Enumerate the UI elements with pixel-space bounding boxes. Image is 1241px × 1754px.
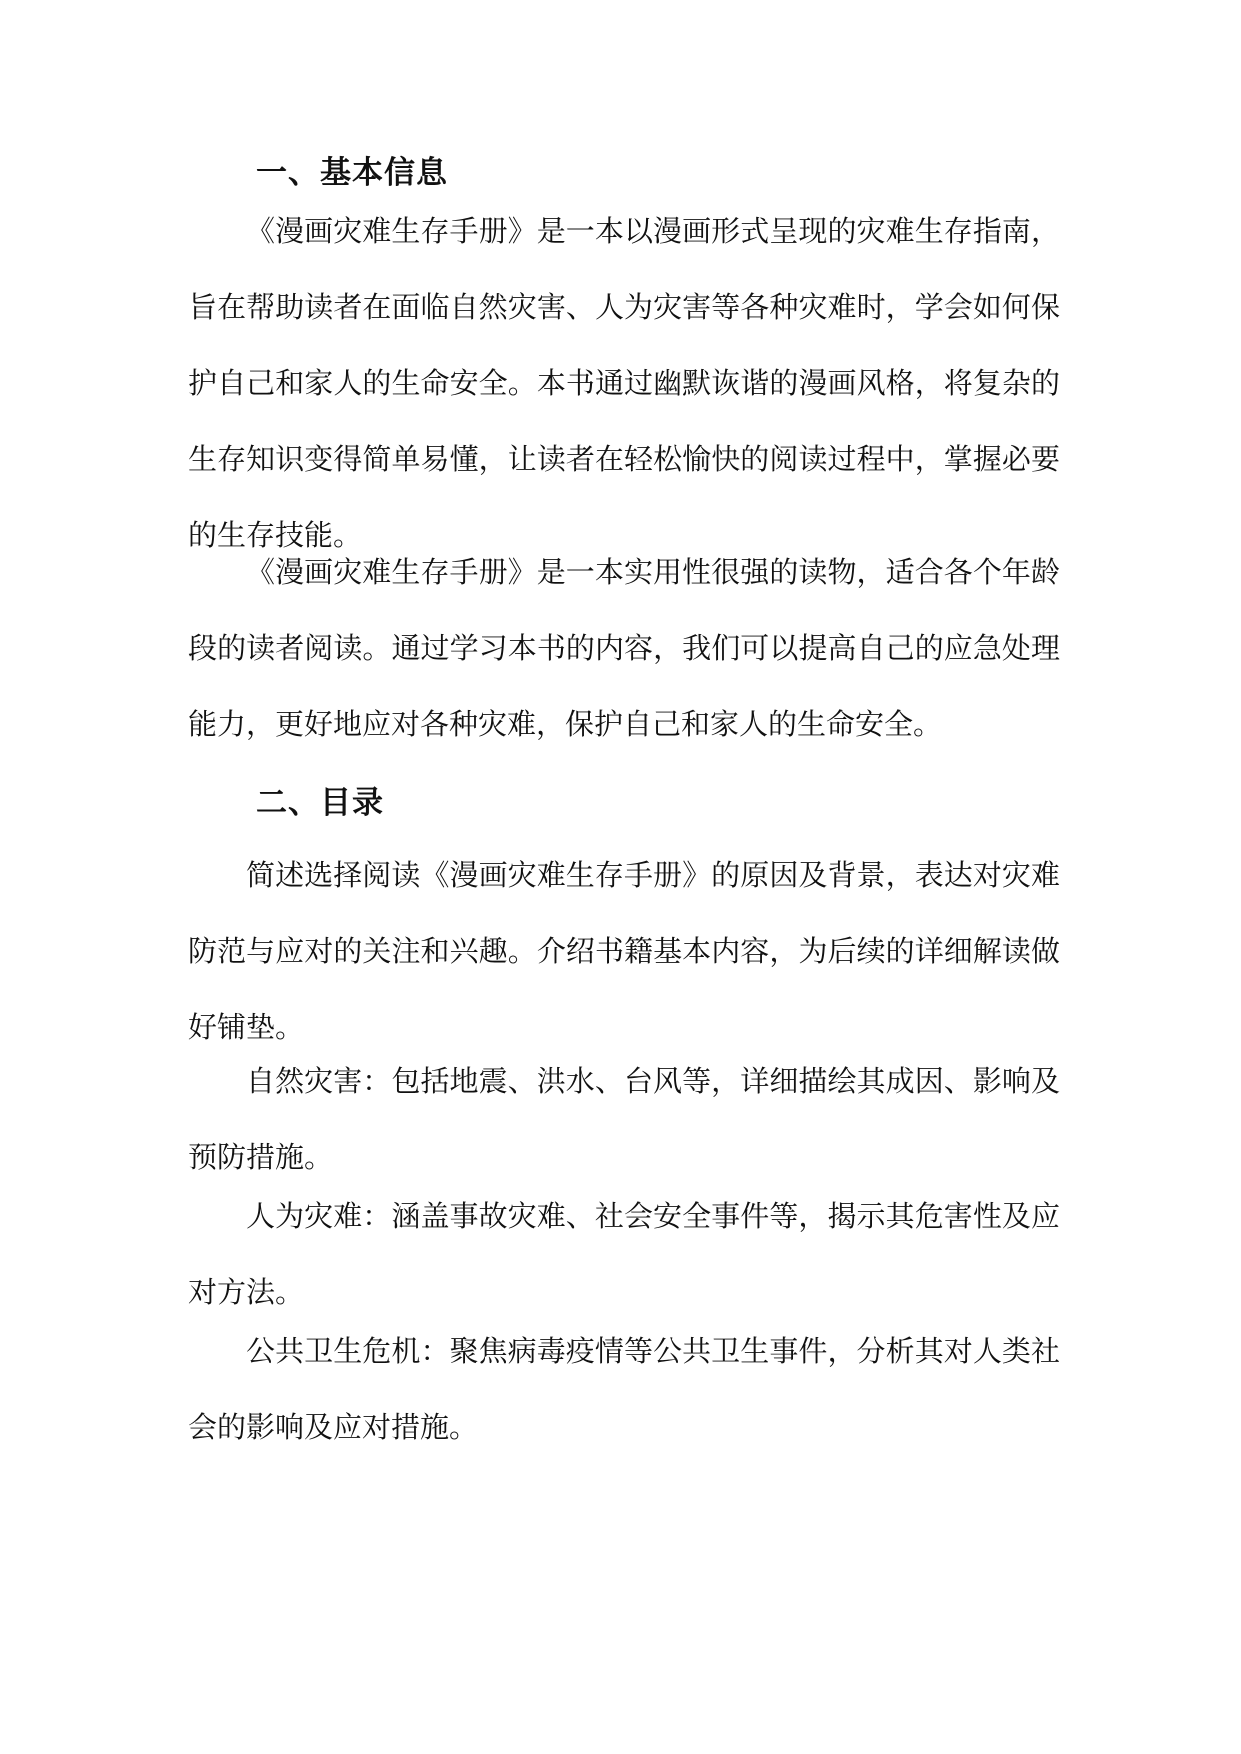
paragraph-man-made-disasters: 人为灾难：涵盖事故灾难、社会安全事件等，揭示其危害性及应对方法。 (188, 1199, 1060, 1309)
paragraph-contents-overview: 简述选择阅读《漫画灾难生存手册》的原因及背景，表达对灾难防范与应对的关注和兴趣。介绍书籍基本内容，为后续的详细解读做好铺垫。 (188, 858, 1060, 1044)
paragraph-public-health-crisis: 公共卫生危机：聚焦病毒疫情等公共卫生事件，分析其对人类社会的影响及应对措施。 (188, 1334, 1060, 1444)
paragraph-book-value: 《漫画灾难生存手册》是一本实用性很强的读物，适合各个年龄段的读者阅读。通过学习本书的内容，我们可以提高自己的应急处理能力，更好地应对各种灾难，保护自己和家人的生命安全。 (188, 555, 1060, 741)
paragraph-book-intro: 《漫画灾难生存手册》是一本以漫画形式呈现的灾难生存指南，旨在帮助读者在面临自然灾害、人为灾害等各种灾难时，学会如何保护自己和家人的生命安全。本书通过幽默诙谐的漫画风格，将复杂的生存知识变得简单易懂，让读者在轻松愉快的阅读过程中，掌握必要的生存技能。 (188, 214, 1060, 552)
section-heading-basic-info: 一、基本信息 (256, 155, 448, 191)
paragraph-natural-disasters: 自然灾害：包括地震、洪水、台风等，详细描绘其成因、影响及预防措施。 (188, 1064, 1060, 1174)
section-heading-contents: 二、目录 (256, 785, 384, 821)
